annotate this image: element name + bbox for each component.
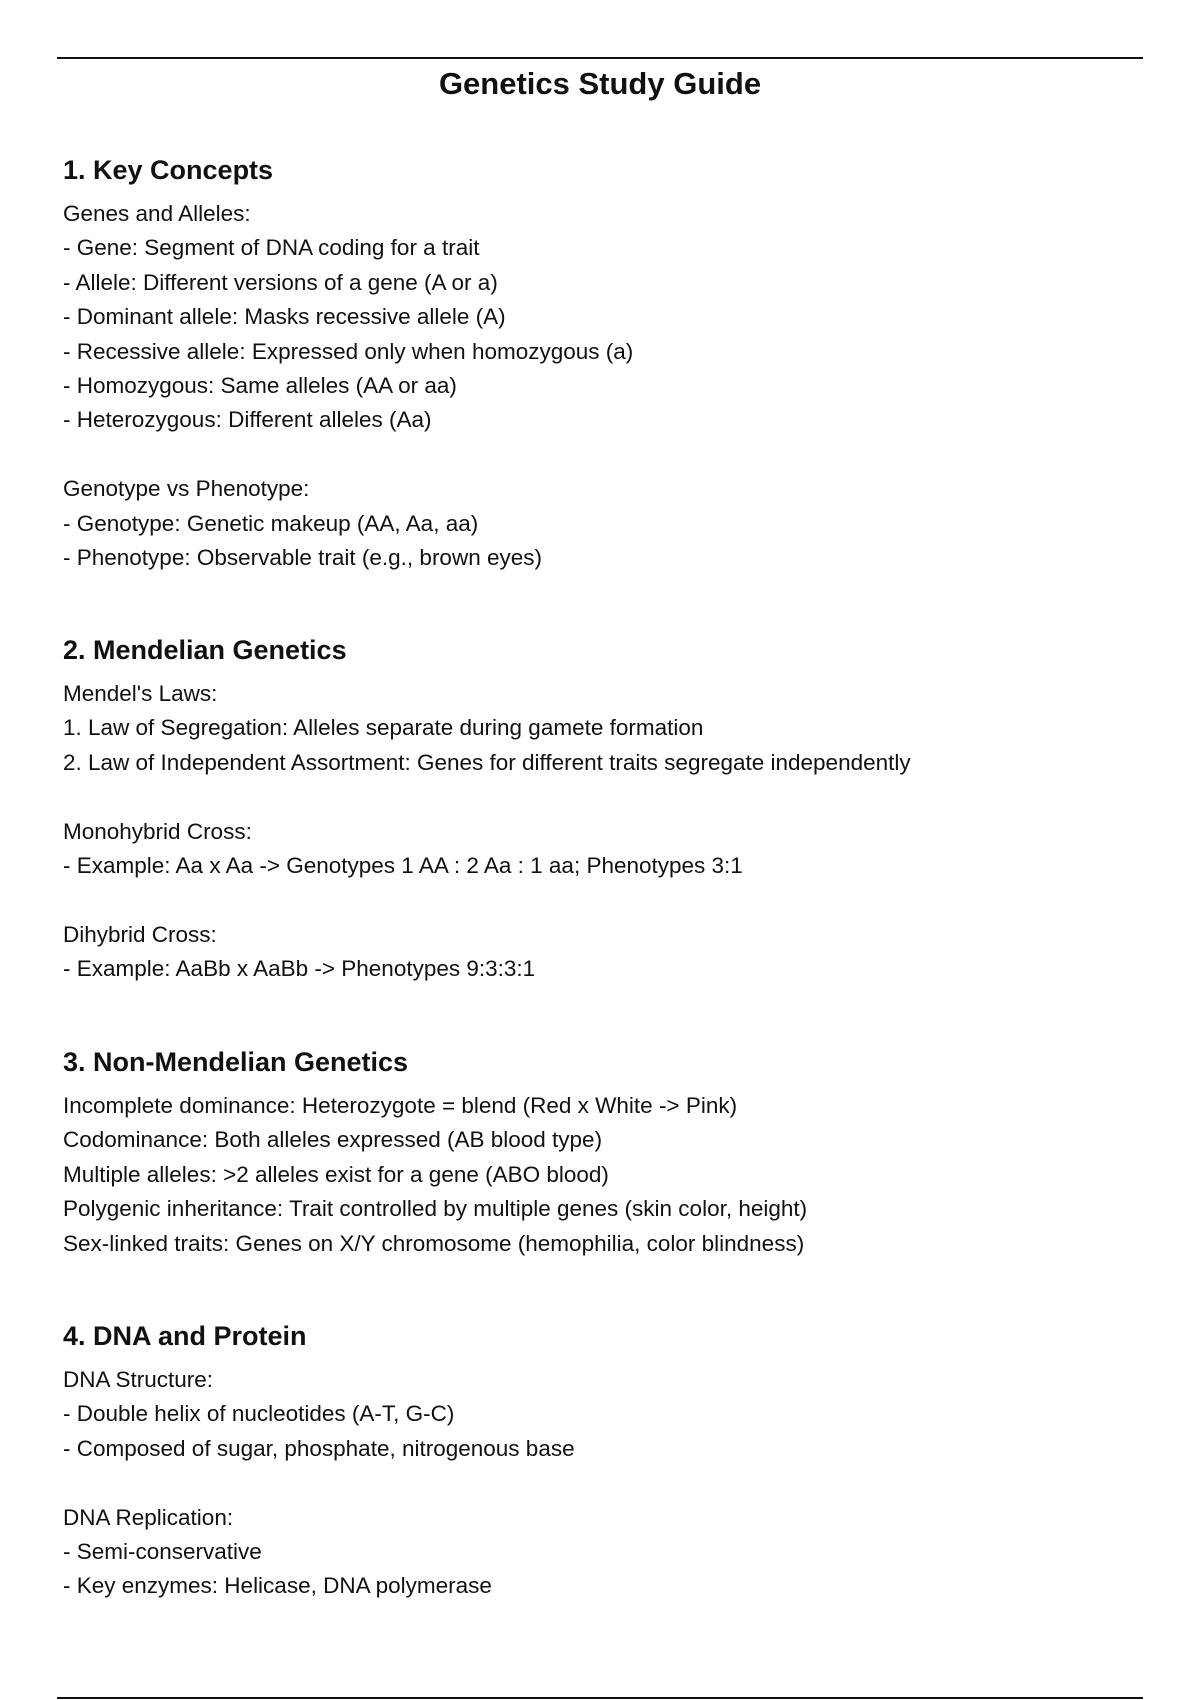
section-key-concepts xyxy=(63,151,1143,575)
list-item: - Gene: Segment of DNA coding for a trait xyxy=(63,235,480,261)
section-mendelian-genetics xyxy=(63,631,1143,987)
section-heading: 1. Key Concepts xyxy=(63,155,274,185)
list-item: - Allele: Different versions of a gene (A or a) xyxy=(63,269,498,295)
section-heading: 2. Mendelian Genetics xyxy=(63,635,347,665)
section-heading: 3. Non-Mendelian Genetics xyxy=(63,1047,409,1077)
list-item: Incomplete dominance: Heterozygote = blend (Red x White -> Pink) xyxy=(63,1093,738,1118)
section-heading: 4. DNA and Protein xyxy=(63,1321,307,1351)
list-item: - Key enzymes: Helicase, DNA polymerase xyxy=(63,1573,492,1599)
list-item: Sex-linked traits: Genes on X/Y chromosome (hemophilia, color blindness) xyxy=(63,1230,805,1256)
spacer xyxy=(63,1466,1143,1500)
list-item: - Semi-conservative xyxy=(63,1538,262,1564)
subsection-label: DNA Structure: xyxy=(63,1367,214,1392)
page-title: Genetics Study Guide xyxy=(438,66,762,101)
top-rule xyxy=(57,57,1143,59)
list-item: 2. Law of Independent Assortment: Genes for different traits segregate independently xyxy=(63,749,911,775)
subsection-label: Mendel's Laws: xyxy=(63,681,218,706)
list-item: - Double helix of nucleotides (A-T, G-C) xyxy=(63,1401,455,1427)
list-item: - Heterozygous: Different alleles (Aa) xyxy=(63,407,432,433)
list-item: Codominance: Both alleles expressed (AB blood type) xyxy=(63,1127,603,1153)
list-item: - Dominant allele: Masks recessive allele (A) xyxy=(63,304,506,330)
list-item: 1. Law of Segregation: Alleles separate during gamete formation xyxy=(63,715,704,741)
subsection-label: Genotype vs Phenotype: xyxy=(63,476,310,502)
list-item: - Composed of sugar, phosphate, nitrogenous base xyxy=(63,1435,575,1461)
spacer xyxy=(63,780,1143,814)
section-non-mendelian-genetics xyxy=(63,1043,1143,1261)
subsection-label: Monohybrid Cross: xyxy=(63,818,252,844)
spacer xyxy=(63,883,1143,917)
spacer xyxy=(63,438,1143,472)
subsection-label: Dihybrid Cross: xyxy=(63,921,217,947)
subsection-label: DNA Replication: xyxy=(63,1504,234,1530)
list-item: - Example: Aa x Aa -> Genotypes 1 AA : 2 Aa : 1 aa; Phenotypes 3:1 xyxy=(63,852,743,878)
list-item: - Homozygous: Same alleles (AA or aa) xyxy=(63,372,457,398)
list-item: - Recessive allele: Expressed only when homozygous (a) xyxy=(63,338,634,364)
section-dna-and-protein xyxy=(63,1317,1143,1604)
list-item: Polygenic inheritance: Trait controlled by multiple genes (skin color, height) xyxy=(63,1196,808,1222)
list-item: Multiple alleles: >2 alleles exist for a gene (ABO blood) xyxy=(63,1161,609,1187)
list-item: - Genotype: Genetic makeup (AA, Aa, aa) xyxy=(63,510,479,536)
bottom-rule xyxy=(57,1697,1143,1699)
list-item: - Phenotype: Observable trait (e.g., brown eyes) xyxy=(63,544,542,570)
subsection-label: Genes and Alleles: xyxy=(63,201,251,226)
list-item: - Example: AaBb x AaBb -> Phenotypes 9:3:3:1 xyxy=(63,956,536,982)
